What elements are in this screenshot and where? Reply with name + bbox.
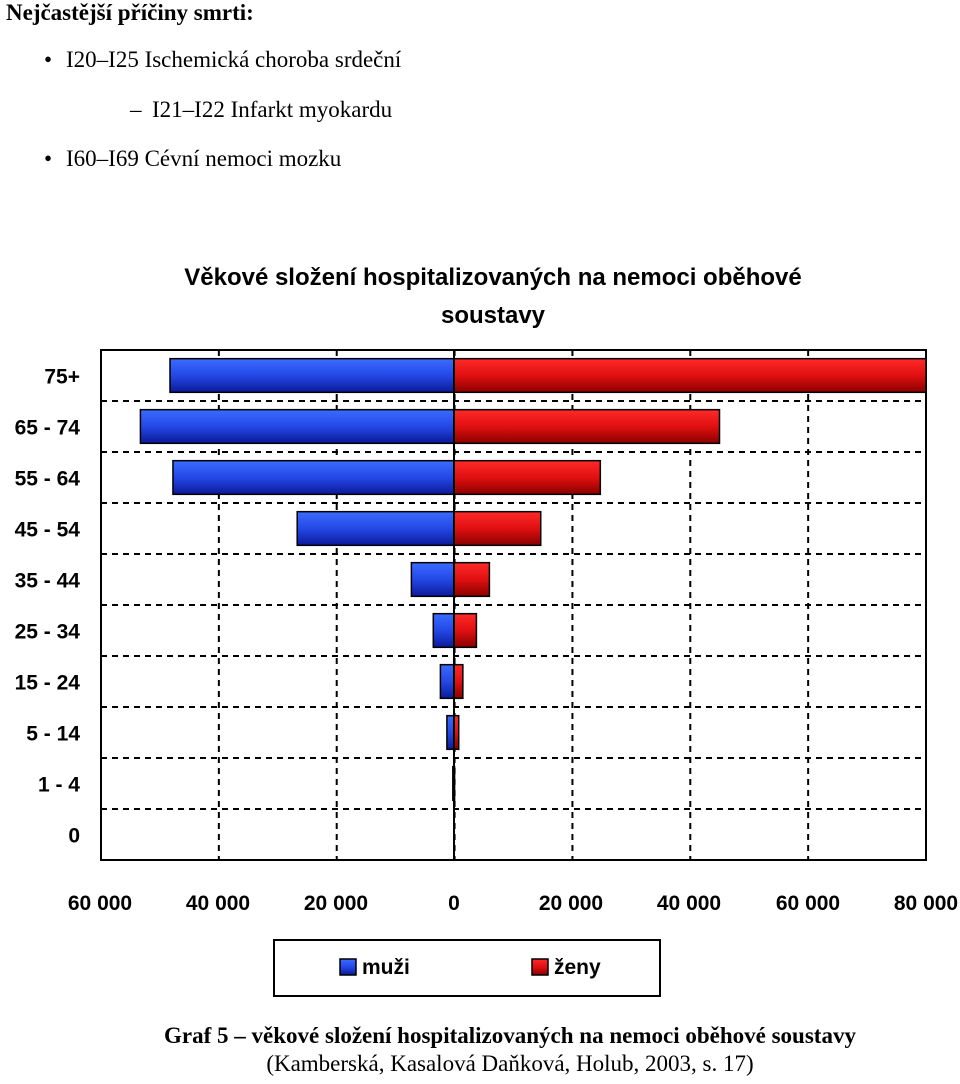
y-tick-label: 1 - 4 — [37, 773, 80, 797]
x-tick-label: 0 — [448, 892, 460, 915]
x-tick-label: 40 000 — [656, 892, 722, 915]
list-item — [44, 47, 401, 73]
y-tick-label: 75+ — [44, 365, 80, 389]
legend-label-zeny: ženy — [554, 956, 601, 979]
x-tick-label: 20 000 — [303, 892, 369, 915]
legend-label-muzi: muži — [362, 956, 410, 979]
list-item-text: I60–I69 Cévní nemoci mozku — [66, 146, 342, 171]
chart-title-line: Věkové složení hospitalizovaných na nemoci oběhové — [184, 264, 802, 291]
page-heading: Nejčastější příčiny smrti: — [6, 0, 254, 25]
x-tick-label: 80 000 — [893, 892, 959, 915]
x-tick-label: 20 000 — [538, 892, 604, 915]
x-tick-label: 40 000 — [185, 892, 251, 915]
bar-muzi — [170, 359, 454, 393]
bar-zeny — [454, 614, 476, 648]
legend-box — [274, 940, 660, 996]
bar-zeny — [454, 359, 926, 393]
population-pyramid-chart — [0, 250, 960, 1010]
bar-muzi — [440, 665, 454, 699]
dash-marker: – — [130, 97, 142, 122]
bar-muzi — [411, 563, 454, 597]
x-axis-labels — [68, 892, 958, 915]
x-tick-label: 60 000 — [775, 892, 841, 915]
y-tick-label: 0 — [68, 824, 80, 848]
list-item-text: I21–I22 Infarkt myokardu — [152, 97, 393, 122]
bar-zeny — [454, 410, 720, 444]
bar-muzi — [140, 410, 454, 444]
list-subitem — [130, 97, 392, 123]
bullet-marker: • — [44, 146, 53, 171]
y-tick-label: 25 - 34 — [14, 620, 80, 644]
bar-muzi — [433, 614, 454, 648]
legend-swatch-zeny — [532, 959, 548, 975]
list-item — [44, 146, 341, 172]
y-tick-label: 55 - 64 — [14, 467, 80, 491]
chart-title-line: soustavy — [440, 302, 546, 329]
y-tick-label: 15 - 24 — [14, 671, 80, 695]
bar-zeny — [454, 563, 489, 597]
y-tick-label: 65 - 74 — [14, 416, 80, 440]
bar-zeny — [454, 665, 463, 699]
figure-caption — [0, 1022, 960, 1078]
bullet-marker: • — [44, 47, 53, 72]
bar-zeny — [454, 512, 541, 546]
y-tick-label: 5 - 14 — [26, 722, 80, 746]
bar-muzi — [173, 461, 454, 495]
bar-muzi — [297, 512, 454, 546]
legend — [274, 940, 660, 996]
chart-title — [184, 264, 802, 329]
list-item-text: I20–I25 Ischemická choroba srdeční — [66, 47, 402, 72]
caption-line-2: (Kamberská, Kasalová Daňková, Holub, 2003, s. 17) — [266, 1051, 754, 1076]
y-tick-label: 35 - 44 — [14, 569, 80, 593]
legend-swatch-muzi — [340, 959, 356, 975]
plot-area — [101, 350, 926, 860]
bar-zeny — [454, 461, 600, 495]
caption-line-1: Graf 5 – věkové složení hospitalizovaných na nemoci oběhové soustavy — [164, 1023, 856, 1048]
x-tick-label: 60 000 — [67, 892, 133, 915]
y-tick-label: 45 - 54 — [14, 518, 80, 542]
bar-muzi — [447, 716, 454, 750]
y-axis-labels — [15, 366, 81, 848]
